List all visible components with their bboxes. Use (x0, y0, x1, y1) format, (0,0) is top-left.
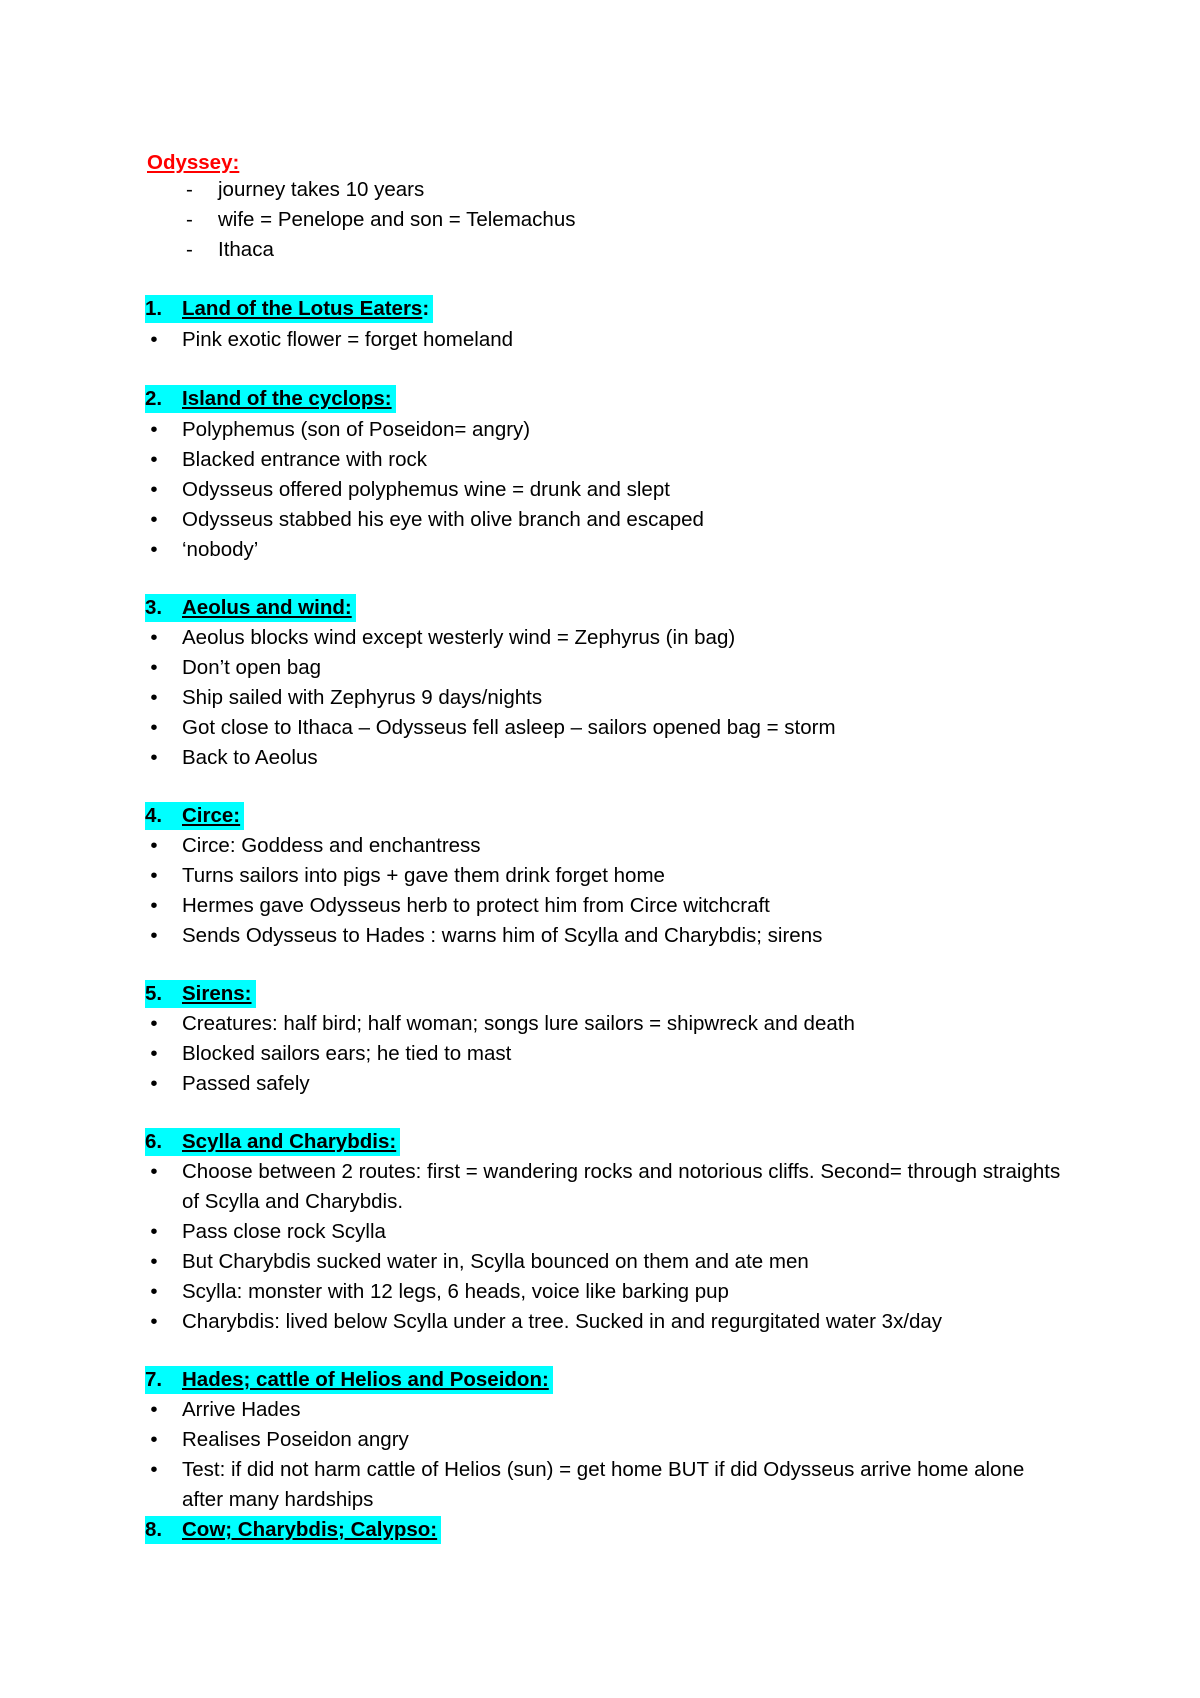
section-heading (145, 1516, 441, 1544)
bullet-marker: • (150, 894, 158, 917)
intro-item-text: Ithaca (218, 238, 274, 261)
section-heading-text: Circe: (182, 804, 241, 827)
list-item-text: Pass close rock Scylla (182, 1220, 386, 1243)
section-heading (145, 385, 396, 413)
bullet-marker: • (150, 1280, 158, 1303)
list-item-text: Pink exotic flower = forget homeland (182, 328, 514, 351)
list-item-text: Arrive Hades (182, 1398, 301, 1421)
section-heading (145, 295, 433, 323)
bullet-marker: • (150, 508, 158, 531)
bullet-marker: • (150, 1012, 158, 1035)
bullet-marker: • (150, 418, 158, 441)
list-item-text: Turns sailors into pigs + gave them drink forget home (182, 864, 665, 887)
bullet-marker: • (150, 626, 158, 649)
section-number: 6. (145, 1130, 163, 1153)
section-heading-text: Cow; Charybdis; Calypso: (182, 1518, 438, 1541)
section-heading-text: Hades; cattle of Helios and Poseidon: (182, 1368, 549, 1391)
bullet-marker: • (150, 1220, 158, 1243)
list-item-text: Aeolus blocks wind except westerly wind = Zephyrus (in bag) (182, 626, 736, 649)
bullet-marker: • (150, 1458, 158, 1481)
list-item-text: Blocked sailors ears; he tied to mast (182, 1042, 512, 1065)
list-item-text: Scylla: monster with 12 legs, 6 heads, voice like barking pup (182, 1280, 729, 1303)
list-item-text: Circe: Goddess and enchantress (182, 834, 481, 857)
section-number: 2. (145, 387, 163, 410)
list-item-text: Blacked entrance with rock (182, 448, 427, 471)
dash-marker: - (186, 178, 193, 201)
bullet-marker: • (150, 1250, 158, 1273)
bullet-marker: • (150, 1398, 158, 1421)
bullet-marker: • (150, 1310, 158, 1333)
section-number: 7. (145, 1368, 163, 1391)
section-heading-text: Sirens: (182, 982, 252, 1005)
dash-marker: - (186, 208, 193, 231)
bullet-marker: • (150, 716, 158, 739)
bullet-marker: • (150, 656, 158, 679)
section-heading-text: Island of the cyclops: (182, 387, 392, 410)
bullet-marker: • (150, 746, 158, 769)
bullet-marker: • (150, 328, 158, 351)
section-heading-text: Aeolus and wind: (182, 596, 352, 619)
section-heading-suffix: : (422, 297, 430, 320)
list-item-text: Polyphemus (son of Poseidon= angry) (182, 418, 531, 441)
bullet-marker: • (150, 864, 158, 887)
section-number: 4. (145, 804, 163, 827)
section-heading (145, 980, 256, 1008)
section-number: 1. (145, 297, 163, 320)
section-number: 3. (145, 596, 163, 619)
list-item-text: Got close to Ithaca – Odysseus fell asleep – sailors opened bag = storm (182, 716, 836, 739)
section-heading-text: Land of the Lotus Eaters (182, 297, 423, 320)
bullet-marker: • (150, 448, 158, 471)
bullet-marker: • (150, 1160, 158, 1183)
list-item-text: Don’t open bag (182, 656, 322, 679)
list-item-text: Odysseus offered polyphemus wine = drunk and slept (182, 478, 670, 501)
section-heading (145, 1128, 400, 1156)
list-item-text: Charybdis: lived below Scylla under a tree. Sucked in and regurgitated water 3x/day (182, 1310, 943, 1333)
list-item-text: Ship sailed with Zephyrus 9 days/nights (182, 686, 543, 709)
section-heading-text: Scylla and Charybdis: (182, 1130, 397, 1153)
bullet-marker: • (150, 686, 158, 709)
section-heading (145, 594, 356, 622)
list-item-text: Odysseus stabbed his eye with olive branch and escaped (182, 508, 704, 531)
list-item-text: Hermes gave Odysseus herb to protect him from Circe witchcraft (182, 894, 770, 917)
bullet-marker: • (150, 1072, 158, 1095)
list-item-text: Choose between 2 routes: first = wandering rocks and notorious cliffs. Second= through straights of Scylla and Charybdis. (182, 1160, 1061, 1213)
bullet-marker: • (150, 1428, 158, 1451)
section-heading (145, 802, 244, 830)
list-item-text: ‘nobody’ (182, 538, 259, 561)
list-item-text: Back to Aeolus (182, 746, 318, 769)
bullet-marker: • (150, 924, 158, 947)
list-item-text: Test: if did not harm cattle of Helios (sun) = get home BUT if did Odysseus arrive home alone after many hardships (182, 1458, 1025, 1511)
document-title: Odyssey: (147, 151, 240, 174)
dash-marker: - (186, 238, 193, 261)
bullet-marker: • (150, 538, 158, 561)
bullet-marker: • (150, 1042, 158, 1065)
section-number: 8. (145, 1518, 163, 1541)
section-number: 5. (145, 982, 163, 1005)
list-item-text: Creatures: half bird; half woman; songs lure sailors = shipwreck and death (182, 1012, 855, 1035)
intro-item-text: wife = Penelope and son = Telemachus (218, 208, 576, 231)
bullet-marker: • (150, 834, 158, 857)
list-item-text: Sends Odysseus to Hades : warns him of Scylla and Charybdis; sirens (182, 924, 823, 947)
intro-item-text: journey takes 10 years (218, 178, 425, 201)
section-heading (145, 1366, 553, 1394)
list-item-text: Realises Poseidon angry (182, 1428, 409, 1451)
list-item-text: But Charybdis sucked water in, Scylla bounced on them and ate men (182, 1250, 809, 1273)
bullet-marker: • (150, 478, 158, 501)
list-item-text: Passed safely (182, 1072, 310, 1095)
